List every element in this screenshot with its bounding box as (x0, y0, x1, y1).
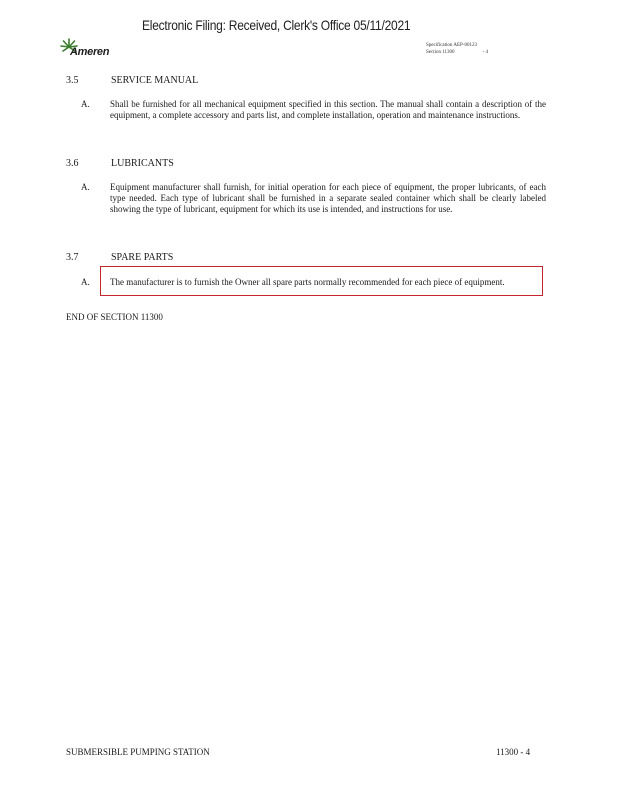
spec-section: Section 11300 (426, 50, 455, 55)
ameren-logo (60, 38, 120, 62)
section-number: 3.7 (66, 252, 79, 263)
item-letter: A. (81, 182, 90, 192)
section-heading-service-manual (66, 75, 198, 86)
specification-header (426, 42, 488, 56)
section-number: 3.5 (66, 75, 79, 86)
highlight-box (100, 266, 543, 296)
section-number: 3.6 (66, 158, 79, 169)
section-title: SPARE PARTS (111, 252, 174, 263)
item-letter: A. (81, 277, 90, 287)
section-heading-spare-parts (66, 252, 173, 263)
section-title: LUBRICANTS (111, 158, 174, 169)
item-letter: A. (81, 99, 90, 109)
footer-page-number: 11300 - 4 (496, 747, 531, 757)
item-text: The manufacturer is to furnish the Owner all spare parts normally recommended for each piece of equipment. (110, 277, 505, 287)
electronic-filing-stamp: Electronic Filing: Received, Clerk's Office 05/11/2021 (142, 17, 411, 33)
item-text: Shall be furnished for all mechanical equipment specified in this section. The manual shall contain a description of the equipment, a complete accessory and parts list, and complete installation, operation and maintenance instructions. (110, 99, 546, 120)
spec-page: - 4 (482, 50, 488, 55)
section-title: SERVICE MANUAL (111, 75, 199, 86)
logo-wordmark: Ameren (70, 46, 110, 58)
footer-title: SUBMERSIBLE PUMPING STATION (66, 747, 210, 757)
spec-line: Specification AEP-00123 (426, 43, 477, 48)
item-text: Equipment manufacturer shall furnish, for initial operation for each piece of equipment, the proper lubricants, of each type needed. Each type of lubricant shall be furnished in a separate sealed container which shall be clearly labeled showing the type of lubricant, equipment for which its use is intended, and instructions for use. (110, 182, 546, 214)
end-of-section: END OF SECTION 11300 (66, 312, 163, 322)
section-heading-lubricants (66, 158, 174, 169)
